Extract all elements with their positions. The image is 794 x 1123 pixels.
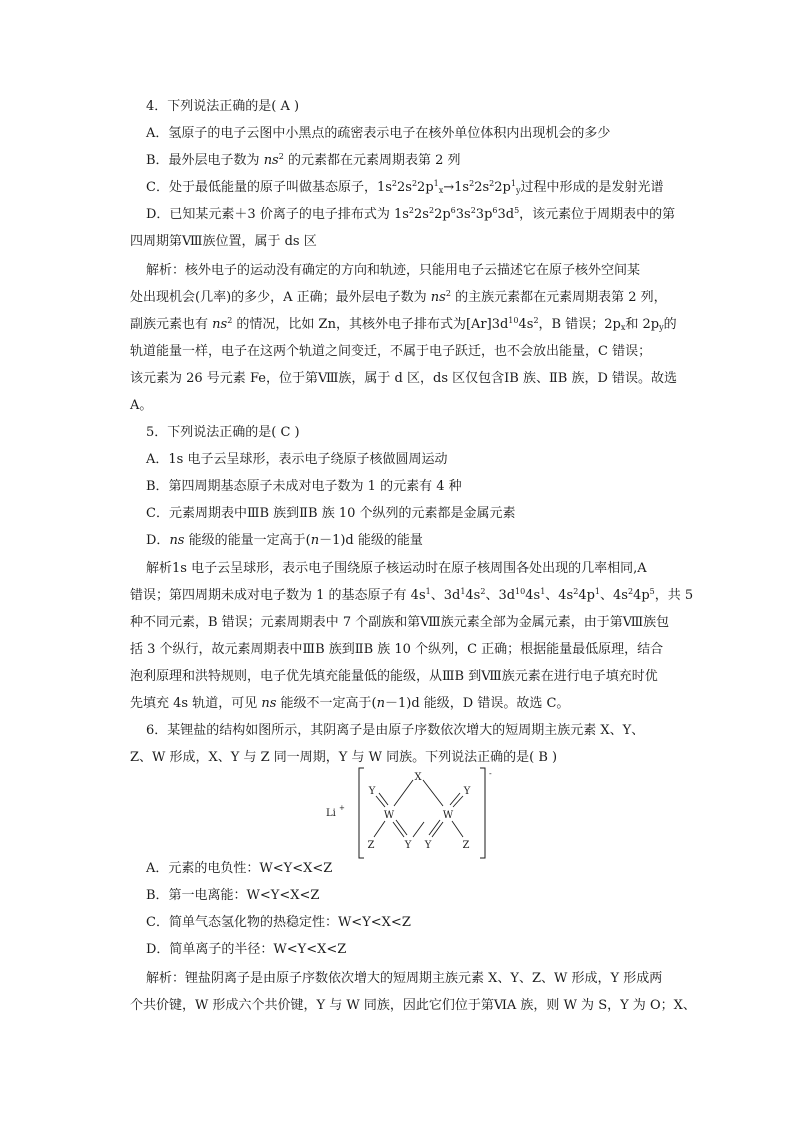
- atom-x: X: [414, 772, 422, 783]
- q4-option-b: B．最外层电子数为 $ns^2$ 的元素都在元素周期表第 2 列: [146, 152, 461, 168]
- q4-option-d-cont: 四周期第Ⅷ族位置，属于 ds 区: [130, 234, 317, 249]
- double-bond-w-y-bottom-left-a: [393, 822, 404, 837]
- q4-explanation-2: 处出现机会(几率)的多少，A 正确；最外层电子数为 $ns^2$ 的主族元素都在元素周期表第 2 列，: [130, 289, 667, 305]
- li-label: Li: [326, 808, 336, 819]
- q5-explanation-6: 先填充 4s 轨道，可见 ns 能级不一定高于(n－1)d 能级，D 错误。故选 C。: [130, 696, 570, 711]
- double-bond-y-w-bottom-right-a: [432, 822, 443, 837]
- lithium-salt-structure-figure: [322, 766, 512, 862]
- q4-option-d: D．已知某元素＋3 价离子的电子排布式为 $1s^22s^22p^63s^23p^63d^5$，该元素位于周期表中的第: [146, 206, 676, 222]
- q5-option-b: B．第四周期基态原子未成对电子数为 1 的元素有 4 种: [146, 479, 462, 494]
- li-charge: +: [339, 804, 345, 812]
- q6-explanation-2: 个共价键，W 形成六个共价键，Y 与 W 同族，因此它们位于第ⅥA 族，则 W 为 S，Y 为 O；X、: [130, 998, 696, 1013]
- q4-stem: 4．下列说法正确的是( A ): [146, 99, 300, 114]
- q5-option-d: D．ns 能级的能量一定高于(n－1)d 能级的能量: [146, 533, 423, 548]
- right-bracket: [480, 768, 485, 858]
- q4-explanation-4: 轨道能量一样，电子在这两个轨道之间变迁，不属于电子跃迁，也不会放出能量，C 错误；: [130, 344, 652, 359]
- bonds: [374, 780, 463, 837]
- q5-explanation-5: 泡利原理和洪特规则，电子优先填充能量低的能级，从ⅢB 到Ⅷ族元素在进行电子填充时优: [130, 669, 658, 684]
- double-bond-y-w-right-a: [453, 796, 463, 807]
- bond-y-w-bottom-left: [413, 822, 424, 837]
- double-bond-y-w-bottom-right-b: [429, 820, 440, 835]
- structure-svg: [322, 766, 512, 862]
- bond-x-w-left: [394, 780, 413, 806]
- atom-w-right: W: [442, 810, 454, 821]
- q4-option-a: A．氢原子的电子云图中小黑点的疏密表示电子在核外单位体积内出现机会的多少: [146, 126, 611, 141]
- q5-explanation-4: 括 3 个纵行，故元素周期表中ⅢB 族到ⅡB 族 10 个纵列，C 正确；根据能量最低原理，结合: [130, 642, 664, 657]
- q5-stem: 5．下列说法正确的是( C ): [146, 425, 300, 440]
- atom-y-bottom-left: Y: [404, 840, 412, 851]
- q4-option-c: C．处于最低能量的原子叫做基态原子，$1s^22s^22p^1_x\to 1s^22s^22p^1_y$过程中形成的是发射光谱: [146, 179, 664, 195]
- bond-w-z-right: [452, 821, 463, 837]
- q6-explanation-1: 解析：锂盐阴离子是由原子序数依次增大的短周期主族元素 X、Y、Z、W 形成，Y 形成两: [146, 971, 663, 986]
- atom-z-left: Z: [367, 840, 375, 851]
- q6-stem-2: Z、W 形成，X、Y 与 Z 同一周期，Y 与 W 同族。下列说法正确的是( B ): [130, 750, 558, 765]
- atom-y-top-right: Y: [463, 786, 471, 797]
- q5-explanation-2: 错误；第四周期未成对电子数为 1 的基态原子有 $4s^1$、$3d^14s^2$、$3d^{10}4s^1$、$4s^24p^1$、$4s^24p^5$，共 5: [130, 587, 694, 603]
- q4-explanation-3: 副族元素也有 $ns^2$ 的情况，比如 Zn，其核外电子排布式为$[Ar]3d^{10}4s^2$，B 错误；$2p_x$和 $2p_y$的: [130, 316, 677, 332]
- q4-explanation-6: A。: [130, 398, 153, 413]
- q4-explanation-1: 解析：核外电子的运动没有确定的方向和轨迹，只能用电子云描述它在原子核外空间某: [146, 263, 641, 278]
- bond-x-w-right: [423, 780, 443, 806]
- q4-explanation-5: 该元素为 26 号元素 Fe，位于第Ⅷ族，属于 d 区，ds 区仅包含ⅠB 族、ⅡB 族，D 错误。故选: [130, 371, 678, 386]
- double-bond-w-y-bottom-left-b: [396, 820, 407, 835]
- anion-charge: -: [489, 769, 492, 778]
- q6-option-c: C．简单气态氢化物的热稳定性：W<Y<X<Z: [146, 915, 411, 930]
- atom-y-bottom-right: Y: [424, 840, 432, 851]
- q6-option-b: B．第一电离能：W<Y<X<Z: [146, 888, 320, 903]
- q5-option-c: C．元素周期表中ⅢB 族到ⅡB 族 10 个纵列的元素都是金属元素: [146, 506, 516, 521]
- q6-option-d: D．简单离子的半径：W<Y<X<Z: [146, 942, 347, 957]
- left-bracket: [359, 768, 364, 858]
- double-bond-y-w-right-b: [450, 793, 460, 805]
- bond-w-z-left: [374, 821, 385, 837]
- q6-stem-1: 6．某锂盐的结构如图所示，其阴离子是由原子序数依次增大的短周期主族元素 X、Y、: [146, 723, 645, 738]
- double-bond-y-w-left-a: [376, 796, 385, 807]
- atom-z-right: Z: [462, 840, 470, 851]
- q5-explanation-1: 解析1s 电子云呈球形，表示电子围绕原子核运动时在原子核周围各处出现的几率相同,A: [146, 561, 647, 576]
- q5-explanation-3: 种不同元素，B 错误；元素周期表中 7 个副族和第Ⅷ族元素全部为金属元素，由于第Ⅷ族包: [130, 615, 670, 630]
- double-bond-y-w-left-b: [379, 793, 388, 805]
- q6-option-a: A．元素的电负性：W<Y<X<Z: [146, 861, 333, 876]
- atom-w-left: W: [383, 810, 395, 821]
- atom-y-top-left: Y: [368, 786, 376, 797]
- q5-option-a: A．1s 电子云呈球形，表示电子绕原子核做圆周运动: [146, 452, 448, 467]
